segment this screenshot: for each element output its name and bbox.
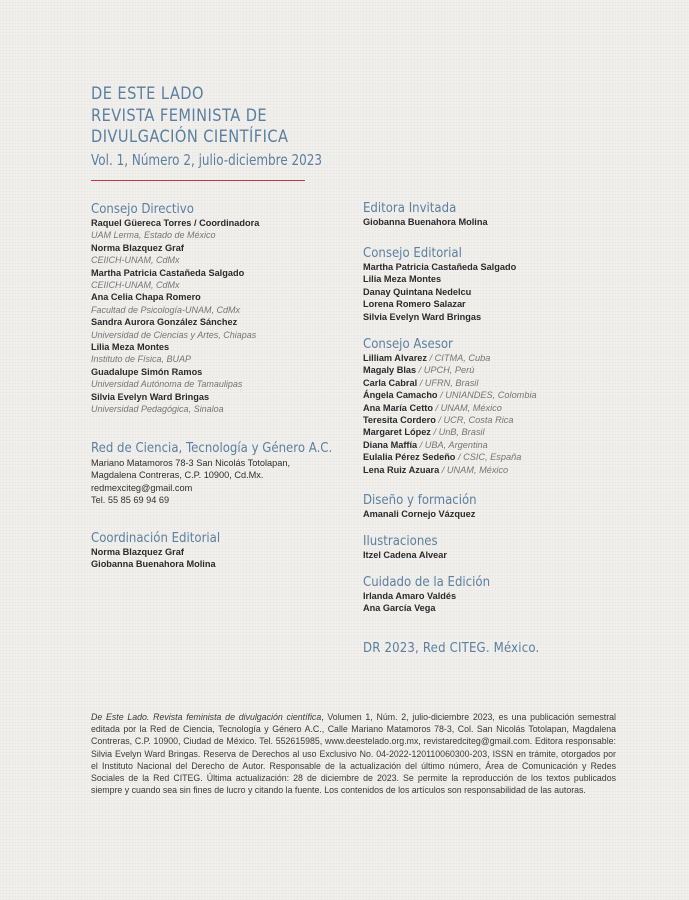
member-name: Lilia Meza Montes [363, 274, 442, 285]
advisor-affiliation: / CSIC, España [455, 452, 522, 463]
member-name: Martha Patricia Castañeda Salgado [91, 267, 245, 278]
section-heading: Consejo Editorial [363, 245, 462, 261]
advisor-row [363, 377, 537, 389]
advisor-affiliation: / UNAM, México [432, 402, 502, 413]
member-affiliation: Universidad Pedagógica, Sinaloa [91, 404, 224, 415]
editora-invitada-section [363, 200, 488, 228]
advisor-row [363, 426, 537, 438]
section-heading: Diseño y formación [363, 492, 477, 508]
advisor-name: Margaret López [363, 427, 431, 438]
journal-title-line: REVISTA FEMINISTA DE [91, 105, 268, 126]
member-affiliation: Instituto de Física, BUAP [91, 354, 192, 365]
advisor-row [363, 364, 537, 376]
member-name: Giobanna Buenahora Molina [91, 559, 216, 570]
advisor-name: Ana María Cetto [363, 402, 433, 413]
member-affiliation: Facultad de Psicología-UNAM, CdMx [91, 304, 241, 315]
coordinacion-section [91, 530, 239, 571]
member-name: Martha Patricia Castañeda Salgado [363, 262, 517, 272]
advisor-affiliation: / UNIANDES, Colombia [437, 390, 537, 401]
advisor-row [363, 352, 537, 364]
member-name: Silvia Evelyn Ward Bringas [91, 391, 210, 402]
member-name: Itzel Cadena Alvear [363, 550, 447, 560]
member-affiliation: UAM Lerma, Estado de México [91, 230, 216, 241]
advisor-row [363, 389, 537, 401]
phone-number: Tel. 55 85 69 94 69 [91, 495, 170, 506]
advisor-row [363, 439, 537, 451]
legal-body: , Volumen 1, Núm. 2, julio-diciembre 2023, es una publicación semestral editada por la Red de Ciencia, Tecnología y Género A.C., Calle Mariano Matamoros 78-3, Col. San Nicolás Totolapan, Magdalena Contreras, C.P. 10900, Ciudad de México. Tel. 552615985, www.deestelado.org.mx, revistaredciteg@gmail.com. Editora responsable: Silvia Evelyn Ward Bringas. Reserva de Derechos al uso Exclusivo No. 04-2022-120110060300-203, ISSN en trámite, otorgados por el Instituto Nacional del Derecho de Autor. Responsable de la actualización del último número, Área de Comunicación y Redes Sociales de la Red CITEG. Última actualización: 28 de diciembre de 2023. Se permite la reproducción de los textos publicados siempre y cuando sea sin fines de lucro y citando la fuente. Los contenidos de los artículos son responsabilidad de las autoras. [91, 712, 616, 796]
section-heading: Coordinación Editorial [91, 530, 221, 546]
member-name: Ana Celia Chapa Romero [91, 292, 201, 303]
member-affiliation: Universidad de Ciencias y Artes, Chiapas [91, 329, 257, 340]
advisor-name: Magaly Blas [363, 365, 417, 376]
issue-info: Vol. 1, Número 2, julio-diciembre 2023 [91, 150, 323, 169]
member-name: Raquel Güereca Torres / Coordinadora [91, 218, 260, 228]
advisor-name: Diana Maffía [363, 439, 418, 450]
cuidado-section [363, 574, 509, 615]
advisor-name: Lena Ruiz Azuara [363, 464, 440, 475]
section-heading: Red de Ciencia, Tecnología y Género A.C. [91, 440, 333, 456]
advisor-name: Eulalia Pérez Sedeño [363, 452, 456, 463]
member-affiliation: CEIICH-UNAM, CdMx [91, 280, 180, 291]
email-link[interactable]: redmexciteg@gmail.com [91, 482, 193, 493]
address-line: Mariano Matamoros 78-3 San Nicolás Totolapan, [91, 458, 290, 468]
advisor-row [363, 464, 537, 476]
member-name: Irlanda Amaro Valdés [363, 591, 457, 601]
section-heading: Cuidado de la Edición [363, 574, 491, 590]
member-affiliation: Universidad Autónoma de Tamaulipas [91, 379, 243, 390]
member-name: Amanali Cornejo Vázquez [363, 509, 476, 519]
advisor-name: Ángela Camacho [363, 390, 438, 401]
section-heading: Consejo Asesor [363, 336, 453, 352]
ilustraciones-section [363, 533, 449, 561]
member-name: Lilia Meza Montes [91, 342, 170, 353]
publication-name: De Este Lado. Revista feminista de divulgación científica [91, 712, 322, 722]
advisor-affiliation: / CITMA, Cuba [427, 353, 491, 363]
journal-title-line: DIVULGACIÓN CIENTÍFICA [91, 127, 289, 147]
journal-title-block [91, 84, 331, 171]
member-name: Norma Blazquez Graf [91, 547, 184, 557]
title-divider [91, 180, 305, 181]
member-name: Norma Blazquez Graf [91, 242, 184, 253]
member-name: Lorena Romero Salazar [363, 299, 466, 310]
journal-title-line: DE ESTE LADO [91, 84, 204, 104]
advisor-affiliation: / UBA, Argentina [417, 439, 488, 450]
advisor-affiliation: / UFRN, Brasil [417, 377, 479, 388]
advisor-name: Lilliam Alvarez [363, 353, 427, 363]
consejo-directivo-section [91, 201, 259, 416]
member-affiliation: CEIICH-UNAM, CdMx [91, 255, 180, 266]
member-name: Silvia Evelyn Ward Bringas [363, 311, 482, 322]
section-heading: Consejo Directivo [91, 201, 194, 217]
legal-notice [91, 711, 616, 796]
red-section [91, 440, 368, 507]
section-heading: Ilustraciones [363, 533, 438, 549]
advisor-affiliation: / UNAM, México [439, 464, 509, 475]
advisor-affiliation: / UnB, Brasil [430, 427, 485, 438]
address-line: Magdalena Contreras, C.P. 10900, Cd.Mx. [91, 470, 264, 481]
consejo-asesor-section [363, 336, 537, 476]
advisor-row [363, 414, 537, 426]
member-name: Giobanna Buenahora Molina [363, 217, 488, 227]
section-heading: Editora Invitada [363, 200, 457, 216]
advisor-row [363, 402, 537, 414]
copyright-notice: DR 2023, Red CITEG. México. [363, 640, 540, 656]
member-name: Ana García Vega [363, 603, 436, 614]
member-name: Guadalupe Simón Ramos [91, 366, 203, 377]
advisor-affiliation: / UPCH, Perú [416, 365, 475, 376]
member-name: Sandra Aurora González Sánchez [91, 317, 238, 328]
advisor-name: Carla Cabral [363, 377, 418, 388]
advisor-row [363, 451, 537, 463]
consejo-editorial-section [363, 245, 516, 323]
advisor-affiliation: / UCR, Costa Rica [435, 415, 514, 426]
diseno-section [363, 492, 494, 520]
advisor-name: Teresita Cordero [363, 415, 436, 426]
member-name: Danay Quintana Nedelcu [363, 286, 472, 297]
